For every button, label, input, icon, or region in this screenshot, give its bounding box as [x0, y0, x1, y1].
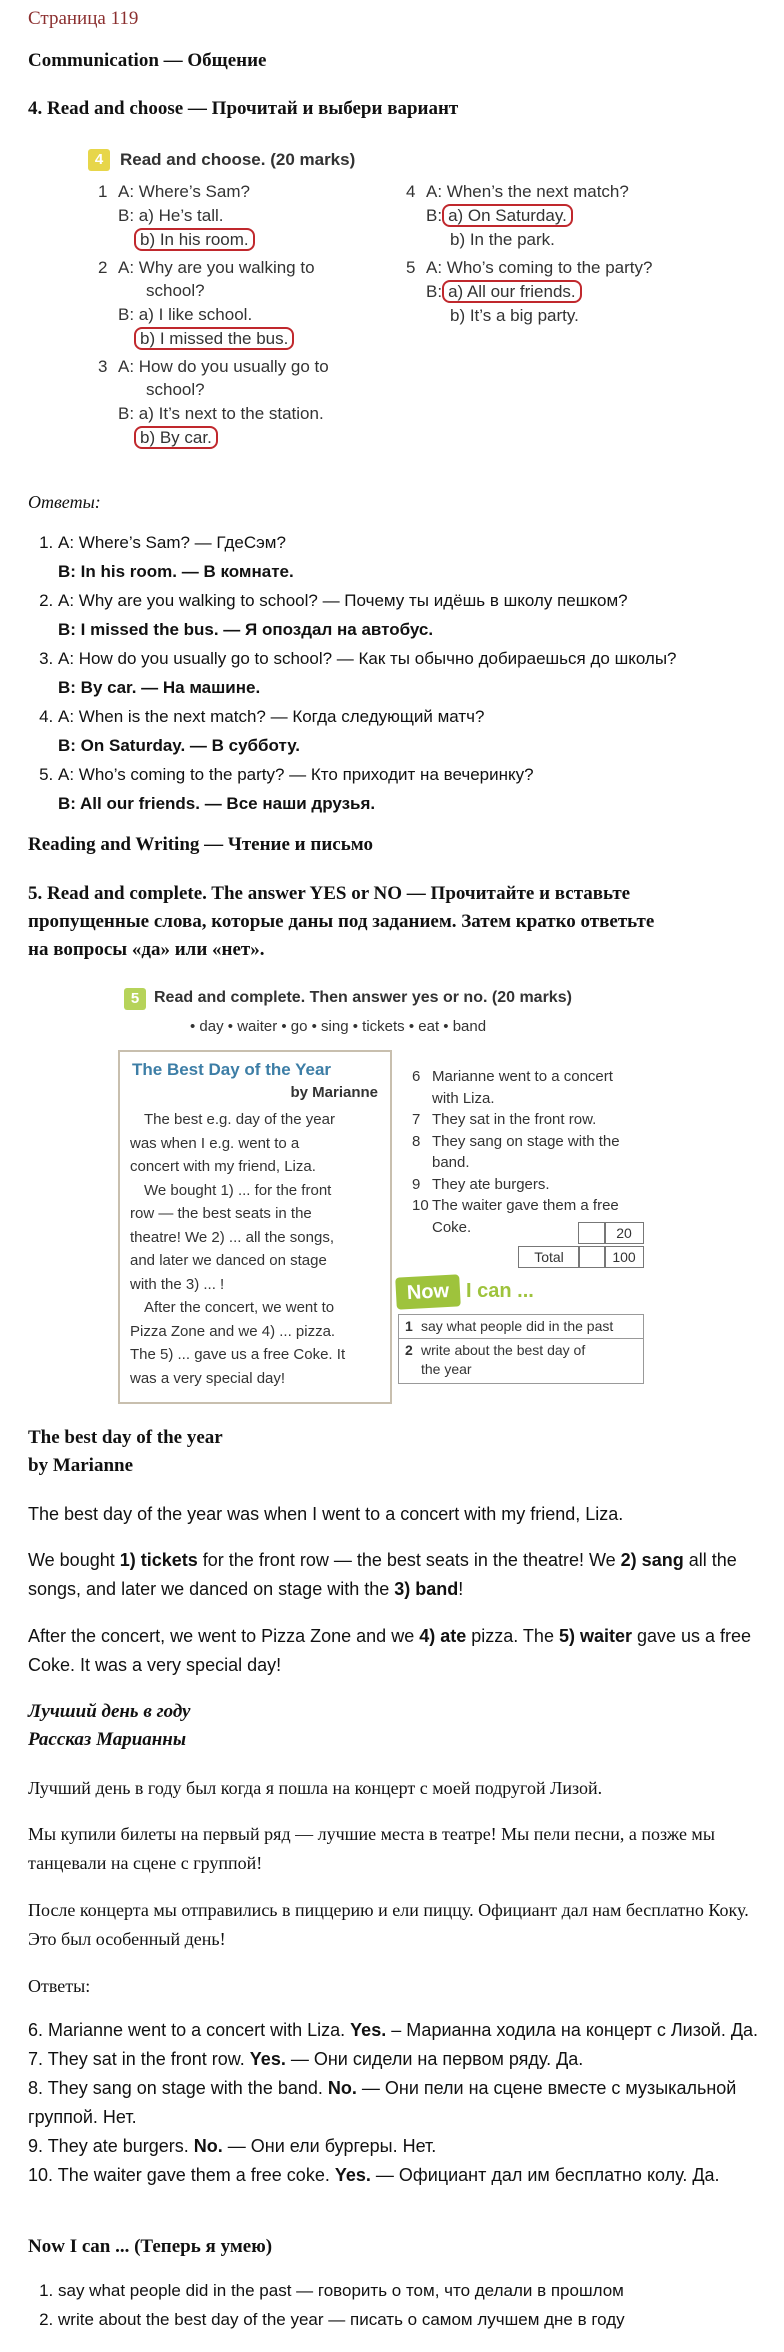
now-badge: Now [395, 1274, 461, 1309]
exercise-4-answers [28, 528, 784, 818]
exercise-badge: 4 [88, 149, 110, 171]
answer-ru: — Они сидели на первом ряду. Да. [285, 2049, 584, 2069]
story-title: The Best Day of the Year [132, 1060, 332, 1079]
yes-no-questions [412, 1066, 682, 1238]
yn-answer [28, 2132, 768, 2161]
ican-text: the year [421, 1361, 472, 1377]
answer-item [58, 586, 784, 644]
q-number: 4 [406, 182, 416, 201]
answer-question: A: When is the next match? — Когда следующий матч? [58, 707, 485, 726]
ican-heading: Now I can ... (Теперь я умею) [28, 2236, 273, 2257]
filled-word: 3) band [394, 1579, 459, 1599]
story-paragraph-3 [28, 1622, 758, 1680]
story-line: The 5) ... gave us a free Coke. It [130, 1346, 346, 1363]
story-text [130, 1108, 382, 1390]
ican-item [398, 1314, 644, 1340]
text: ! [458, 1579, 464, 1599]
q-number: 2 [98, 258, 108, 277]
author-line: Рассказ Марианны [28, 1729, 187, 1750]
story-line: The best e.g. day of the year [144, 1111, 335, 1128]
story-box [118, 1050, 392, 1404]
q-number: 6 [412, 1068, 421, 1085]
answer-yn: No. [327, 2078, 357, 2098]
exercise-instruction: Read and complete. Then answer yes or no. (20 marks) [154, 989, 572, 1006]
story-ru-paragraph-2: Мы купили билеты на первый ряд — лучшие места в театре! Мы пели песни, а позже мы танцевали на сцене с группой! [28, 1824, 715, 1873]
answer-question: A: Where’s Sam? — ГдеСэм? [58, 533, 286, 552]
story-line: theatre! We 2) ... all the songs, [130, 1228, 334, 1246]
b-prefix: B: [426, 206, 443, 225]
answer-question: 9. They ate burgers. [28, 2136, 194, 2156]
story-author: by Marianne [290, 1084, 378, 1101]
answer-question: 8. They sang on stage with the band. [28, 2078, 328, 2098]
q-number: 5 [406, 258, 416, 277]
answer-item [58, 528, 784, 586]
circled-answer: a) All our friends. [442, 280, 582, 303]
title-line: The best day of the year [28, 1427, 223, 1448]
story-ru-paragraph-1: Лучший день в году был когда я пошла на концерт с моей подругой Лизой. [28, 1778, 603, 1798]
answer-yn: No. [193, 2136, 223, 2156]
option-b: b) In the park. [450, 230, 555, 249]
exercise-5-answers [28, 2016, 768, 2190]
answer-item [58, 702, 784, 760]
answers-label-5: Ответы: [28, 1976, 91, 1996]
story-paragraph-1: The best day of the year was when I went to a concert with my friend, Liza. [28, 1504, 624, 1524]
heading-line: на вопросы «да» или «нет». [28, 939, 265, 960]
text: all the songs, and later we danced on stage with the [28, 1550, 737, 1599]
yn-question [412, 1174, 682, 1196]
q-number: 10 [412, 1197, 429, 1214]
q-number: 9 [412, 1175, 421, 1193]
option-a: B: a) I like school. [118, 305, 253, 324]
answer-question: A: How do you usually go to school? — Как ты обычно добираешься до школы? [58, 649, 677, 668]
score-blank [578, 1222, 606, 1244]
answer-question: 7. They sat in the front row. [28, 2049, 250, 2069]
total-label: Total [518, 1246, 580, 1268]
question-text: A: How do you usually go to [118, 357, 329, 376]
story-line: row — the best seats in the [130, 1205, 312, 1222]
answer-yn: Yes. [350, 2020, 387, 2040]
section-heading-communication: Communication — Общение [28, 50, 267, 71]
heading-line: 5. Read and complete. The answer YES or NO — Прочитайте и вставьте [28, 883, 631, 904]
score-box: 20 [604, 1222, 644, 1244]
exercise-4-textbook-image [88, 146, 678, 466]
story-line: concert with my friend, Liza. [130, 1158, 316, 1175]
answer-item [58, 644, 784, 702]
answer-ru: — Они ели бургеры. Нет. [222, 2136, 437, 2156]
q-line: band. [432, 1154, 470, 1171]
q-line: They sang on stage with the [432, 1132, 620, 1150]
ican-label: I can ... [466, 1280, 534, 1302]
answer-yn: Yes. [334, 2165, 371, 2185]
answer-yn: Yes. [249, 2049, 286, 2069]
answer-response: B: By car. — На машине. [58, 678, 261, 697]
filled-word: 5) waiter [558, 1626, 632, 1646]
q-number: 1 [98, 182, 108, 201]
answer-response: B: On Saturday. — В субботу. [58, 736, 300, 755]
filled-word: 4) ate [419, 1626, 467, 1646]
total-blank [578, 1246, 606, 1268]
text: gave us a free Coke. It was a very special day! [28, 1626, 752, 1675]
question-text-cont: school? [146, 380, 205, 399]
text: pizza. The [466, 1626, 559, 1646]
ican-number: 1 [405, 1318, 413, 1334]
exercise-5-textbook-image [118, 988, 678, 1408]
story-line: and later we danced on stage [130, 1252, 327, 1269]
answer-question: A: Why are you walking to school? — Почему ты идёшь в школу пешком? [58, 591, 628, 610]
circled-answer: a) On Saturday. [442, 204, 573, 227]
exercise-5-heading [28, 880, 654, 964]
ican-item [398, 1338, 644, 1384]
section-heading-reading-writing: Reading and Writing — Чтение и письмо [28, 834, 373, 855]
text: for the front row — the best seats in the theatre! We [197, 1550, 621, 1570]
exercise-4-heading: 4. Read and choose — Прочитай и выбери вариант [28, 98, 459, 119]
q-line: Marianne went to a concert [432, 1068, 613, 1085]
heading-line: пропущенные слова, которые даны под заданием. Затем кратко ответьте [28, 911, 655, 932]
answer-response: B: All our friends. — Все наши друзья. [58, 794, 376, 813]
q-number: 8 [412, 1132, 421, 1150]
story-ru-paragraph-3: После концерта мы отправились в пиццерию и ели пиццу. Официант дал нам бесплатно Коку. Это был особенный день! [28, 1900, 749, 1949]
story-line: with the 3) ... ! [130, 1275, 225, 1293]
question-text: A: Where’s Sam? [118, 182, 250, 201]
answer-response: B: In his room. — В комнате. [58, 562, 294, 581]
yn-question [412, 1109, 682, 1131]
q-line: with Liza. [432, 1089, 495, 1107]
q-number: 3 [98, 357, 108, 376]
answer-ru: – Марианна ходила на концерт с Лизой. Да. [386, 2020, 759, 2040]
yn-question [412, 1131, 682, 1174]
story-title-en [28, 1424, 223, 1480]
q-line: Coke. [432, 1218, 472, 1236]
ican-list-item: 1. say what people did in the past — говорить о том, что делали в прошлом [58, 2276, 784, 2305]
ican-list [28, 2276, 784, 2334]
title-line: Лучший день в году [28, 1701, 191, 1722]
circled-answer: b) In his room. [134, 228, 255, 251]
story-line: We bought 1) ... for the front [144, 1181, 332, 1199]
answer-item [58, 760, 784, 818]
page-number: Страница 119 [28, 8, 139, 29]
question-text-cont: school? [146, 281, 205, 300]
total-score: 100 [604, 1246, 644, 1268]
story-title-ru [28, 1698, 190, 1754]
question-text: A: Why are you walking to [118, 258, 315, 277]
filled-word: 1) tickets [119, 1550, 198, 1570]
option-b: b) It’s a big party. [450, 306, 579, 325]
answer-question: A: Who’s coming to the party? — Кто приходит на вечеринку? [58, 765, 534, 784]
circled-answer: b) By car. [134, 426, 218, 449]
text: We bought [28, 1550, 120, 1570]
yn-answer [28, 2045, 768, 2074]
word-bank: • day • waiter • go • sing • tickets • eat • band [190, 1018, 487, 1035]
answer-ru: — Официант дал им бесплатно колу. Да. [370, 2165, 720, 2185]
author-line: by Marianne [28, 1455, 134, 1476]
question-text: A: Who’s coming to the party? [426, 258, 653, 277]
q-line: They ate burgers. [432, 1175, 550, 1193]
yn-answer [28, 2016, 768, 2045]
exercise-badge: 5 [124, 988, 146, 1010]
story-paragraph-2 [28, 1546, 758, 1604]
answer-question: 6. Marianne went to a concert with Liza. [28, 2020, 351, 2040]
circled-answer: b) I missed the bus. [134, 327, 294, 350]
story-line: Pizza Zone and we 4) ... pizza. [130, 1322, 336, 1340]
b-prefix: B: [426, 282, 443, 301]
ican-number: 2 [405, 1342, 413, 1358]
ican-list-item: 2. write about the best day of the year — писать о самом лучшем дне в году [58, 2305, 784, 2334]
answer-question: 10. The waiter gave them a free coke. [28, 2165, 335, 2185]
yn-answer [28, 2161, 768, 2190]
ican-text: write about the best day of [421, 1342, 586, 1358]
q-line: They sat in the front row. [432, 1111, 597, 1128]
q-line: The waiter gave them a free [432, 1197, 619, 1214]
text: After the concert, we went to Pizza Zone and we [28, 1626, 420, 1646]
ican-text: say what people did in the past [421, 1318, 614, 1334]
story-line: was when I e.g. went to a [130, 1134, 300, 1152]
answers-label: Ответы: [28, 492, 101, 512]
filled-word: 2) sang [620, 1550, 684, 1570]
story-line: After the concert, we went to [144, 1299, 335, 1316]
story-line: was a very special day! [130, 1369, 286, 1387]
answer-response: B: I missed the bus. — Я опоздал на автобус. [58, 620, 434, 639]
answer-ru: — Они пели на сцене вместе с музыкальной группой. Нет. [28, 2078, 737, 2127]
question-text: A: When’s the next match? [426, 182, 629, 201]
q-number: 7 [412, 1111, 421, 1128]
option-a: B: a) He’s tall. [118, 206, 224, 225]
option-a: B: a) It’s next to the station. [118, 404, 324, 423]
yn-answer [28, 2074, 768, 2132]
yn-question [412, 1066, 682, 1109]
exercise-instruction: Read and choose. (20 marks) [120, 150, 356, 169]
